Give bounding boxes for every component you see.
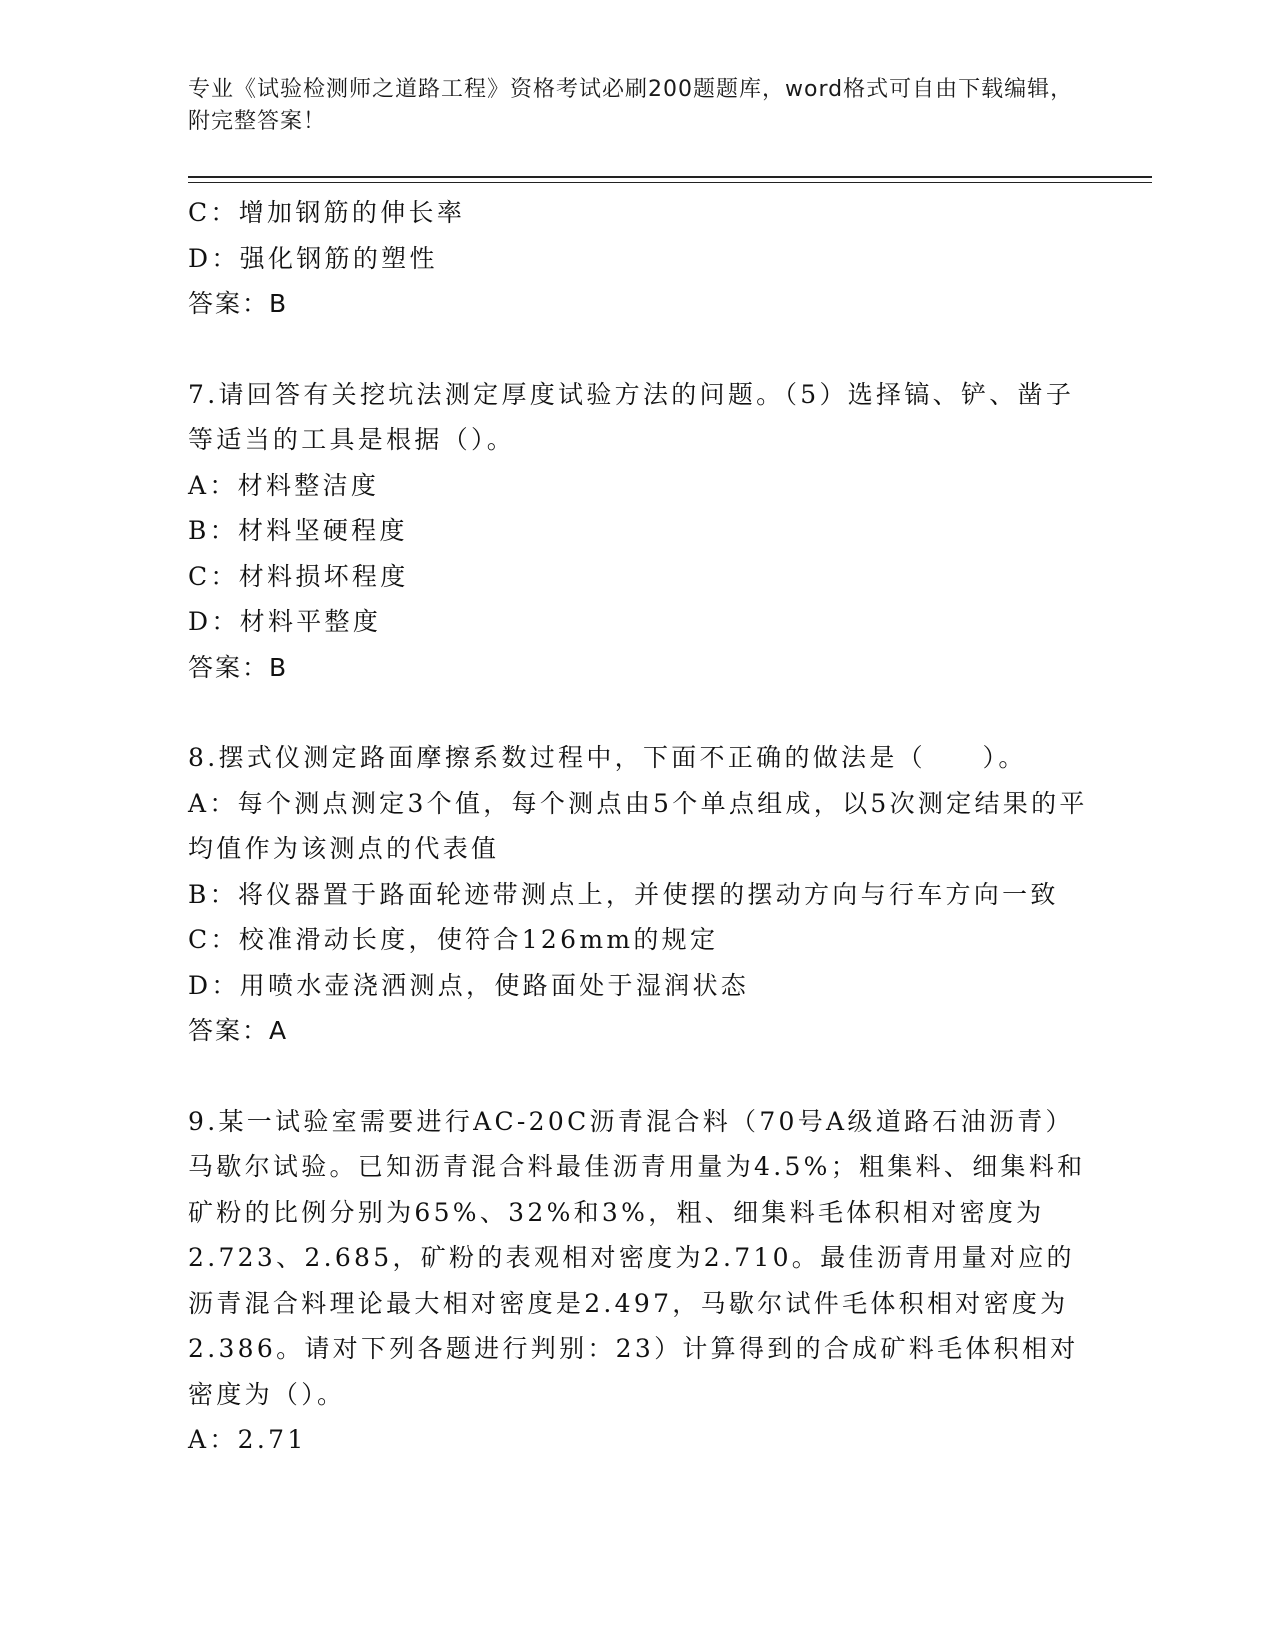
question-stem: 7.请回答有关挖坑法测定厚度试验方法的问题。（5）选择镐、铲、凿子等适当的工具是根据（）。 xyxy=(188,379,1075,454)
question-stem: 9.某一试验室需要进行AC-20C沥青混合料（70号A级道路石油沥青）马歇尔试验。已知沥青混合料最佳沥青用量为4.5%；粗集料、细集料和矿粉的比例分别为65%、32%和3%，粗、细集料毛体积相对密度为2.723、2.685，矿粉的表观相对密度为2.710。最佳沥青用量对应的沥青混合料理论最大相对密度是2.497，马歇尔试件毛体积相对密度为2.386。请对下列各题进行判别：23）计算得到的合成矿料毛体积相对密度为（）。 xyxy=(188,1106,1086,1409)
spacer xyxy=(188,327,1088,372)
option-a: A：材料整洁度 xyxy=(188,470,380,500)
header-divider-thick xyxy=(188,176,1152,178)
document-body xyxy=(188,190,1088,1463)
spacer xyxy=(188,1054,1088,1099)
spacer xyxy=(188,690,1088,735)
question-9 xyxy=(188,1099,1088,1463)
option-a: A：2.71 xyxy=(188,1425,307,1454)
option-b: B：将仪器置于路面轮迹带测点上，并使摆的摆动方向与行车方向一致 xyxy=(188,879,1059,909)
question-partial xyxy=(188,190,1088,327)
header-divider-thin xyxy=(188,182,1152,183)
answer-line: 答案：A xyxy=(188,1016,289,1045)
question-stem: 8.摆式仪测定路面摩擦系数过程中，下面不正确的做法是（ ）。 xyxy=(188,743,1027,772)
answer-line: 答案：B xyxy=(188,289,289,318)
question-7 xyxy=(188,372,1088,691)
option-c: C：校准滑动长度，使符合126mm的规定 xyxy=(188,925,719,954)
option-c: C：材料损坏程度 xyxy=(188,561,409,591)
option-d: D：强化钢筋的塑性 xyxy=(188,243,438,273)
option-d: D：用喷水壶浇洒测点，使路面处于湿润状态 xyxy=(188,970,750,1000)
question-8 xyxy=(188,735,1088,1054)
option-c: C：增加钢筋的伸长率 xyxy=(188,198,466,227)
option-a: A：每个测点测定3个值，每个测点由5个单点组成，以5次测定结果的平均值作为该测点的代表值 xyxy=(188,788,1088,863)
answer-line: 答案：B xyxy=(188,652,289,682)
option-b: B：材料坚硬程度 xyxy=(188,516,408,545)
document-header: 专业《试验检测师之道路工程》资格考试必刷200题题库，word格式可自由下载编辑，附完整答案！ xyxy=(188,77,1074,134)
option-d: D：材料平整度 xyxy=(188,607,382,636)
